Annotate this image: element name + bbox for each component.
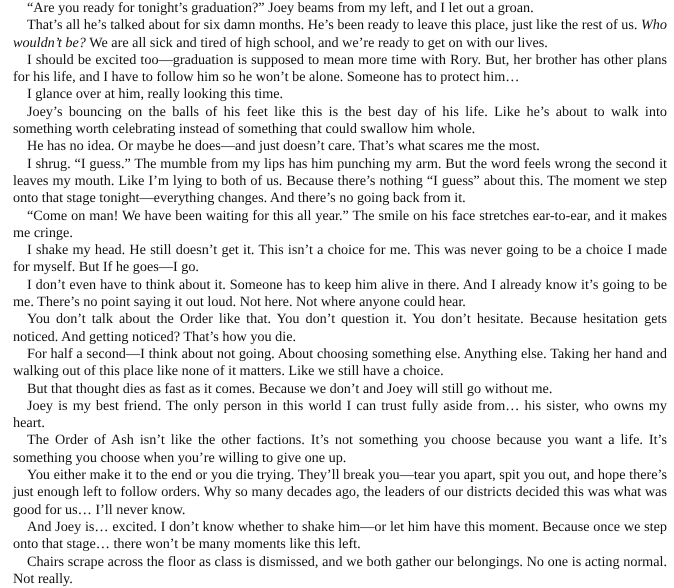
body-paragraph bbox=[13, 86, 667, 103]
paragraph-text: You either make it to the end or you die trying. They’ll break you—tear you apart, spit you out, and hope there’s just enough left to follow orders. Why so many decades ago, the leaders of our districts decided this was what was good for us… I’ll never know. bbox=[13, 467, 667, 518]
paragraph-text: Joey’s bouncing on the balls of his feet like this is the best day of his life. Like he’s about to walk into something worth celebrating instead of something that could swallow him whole. bbox=[13, 104, 667, 137]
paragraph-text: But that thought dies as fast as it comes. Because we don’t and Joey will still go without me. bbox=[27, 381, 552, 397]
paragraph-text: Joey is my best friend. The only person in this world I can trust fully aside from… his sister, who owns my heart. bbox=[13, 398, 667, 431]
body-paragraph bbox=[13, 104, 667, 139]
paragraph-text: “Are you ready for tonight’s graduation?” Joey beams from my left, and I let out a groan. bbox=[27, 0, 534, 16]
paragraph-text: I glance over at him, really looking this time. bbox=[27, 86, 283, 102]
paragraph-text: The Order of Ash isn’t like the other factions. It’s not something you choose because you want a life. It’s something you choose when you’re willing to give one up. bbox=[13, 432, 667, 465]
body-paragraph bbox=[13, 208, 667, 243]
paragraph-text: “Come on man! We have been waiting for this all year.” The smile on his face stretches ear-to-ear, and it makes me cringe. bbox=[13, 208, 667, 241]
paragraph-text: I should be excited too—graduation is supposed to mean more time with Rory. But, her brother has other plans for his life, and I have to follow him so he won’t be alone. Someone has to protect him… bbox=[13, 52, 667, 85]
paragraph-text: And Joey is… excited. I don’t know whether to shake him—or let him have this moment. Because once we step onto that stage… there won’t be many moments like this left. bbox=[13, 519, 667, 552]
body-paragraph bbox=[13, 52, 667, 87]
body-paragraph bbox=[13, 467, 667, 519]
paragraph-text: For half a second—I think about not going. About choosing something else. Anything else. Taking her hand and walking out of this place like none of it matters. Like we still have a choice. bbox=[13, 346, 667, 379]
body-paragraph bbox=[13, 138, 667, 155]
paragraph-text: He has no idea. Or maybe he does—and just doesn’t care. That’s what scares me the most. bbox=[27, 138, 540, 154]
body-paragraph bbox=[13, 554, 667, 588]
emphasized-text: Who wouldn’t be? bbox=[13, 17, 667, 50]
paragraph-text: I shrug. “I guess.” The mumble from my lips has him punching my arm. But the word feels wrong the second it leaves my mouth. Like I’m lying to both of us. Because there’s nothing “I guess” about this. The moment we step onto that stage tonight—everything changes. And there’s no going back from it. bbox=[13, 156, 667, 207]
body-paragraph bbox=[13, 381, 667, 398]
body-paragraph bbox=[13, 0, 667, 17]
body-paragraph bbox=[13, 156, 667, 208]
paragraph-text: Chairs scrape across the floor as class is dismissed, and we both gather our belongings. No one is acting normal. Not really. bbox=[13, 554, 667, 587]
paragraph-text: That’s all he’s talked about for six damn months. He’s been ready to leave this place, just like the rest of us. bbox=[27, 17, 641, 33]
body-paragraph bbox=[13, 432, 667, 467]
body-paragraph bbox=[13, 311, 667, 346]
paragraph-text: I shake my head. He still doesn’t get it. This isn’t a choice for me. This was never going to be a choice I made for myself. But If he goes—I go. bbox=[13, 242, 667, 275]
paragraph-text: I don’t even have to think about it. Someone has to keep him alive in there. And I already know it’s going to be me. There’s no point saying it out loud. Not here. Not where anyone could hear. bbox=[13, 277, 667, 310]
paragraph-text: You don’t talk about the Order like that. You don’t question it. You don’t hesitate. Because hesitation gets noticed. And getting noticed? That’s how you die. bbox=[13, 311, 667, 344]
body-paragraph bbox=[13, 242, 667, 277]
body-paragraph bbox=[13, 17, 667, 52]
body-paragraph bbox=[13, 519, 667, 554]
body-paragraph bbox=[13, 346, 667, 381]
paragraph-text: We are all sick and tired of high school, and we’re ready to get on with our lives. bbox=[86, 35, 548, 51]
body-paragraph bbox=[13, 277, 667, 312]
body-paragraph bbox=[13, 398, 667, 433]
